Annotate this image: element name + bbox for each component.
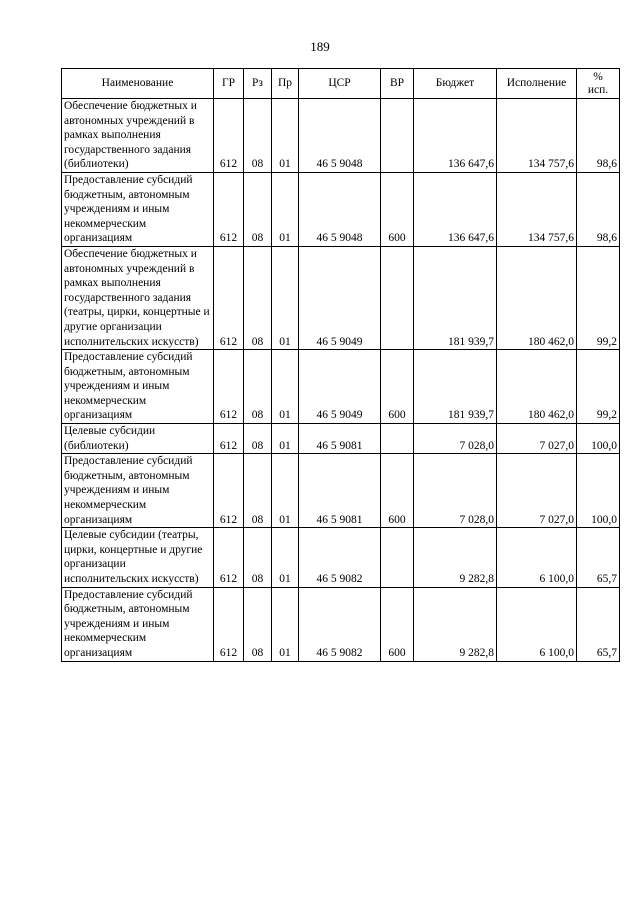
header-pr: Пр: [272, 69, 299, 99]
row-pr: 01: [272, 99, 299, 173]
row-pr: 01: [272, 424, 299, 454]
row-execution: 134 757,6: [497, 172, 577, 246]
row-csr: 46 5 9081: [299, 454, 381, 528]
row-percent: 98,6: [577, 172, 620, 246]
row-execution: 6 100,0: [497, 528, 577, 587]
row-gr: 612: [214, 424, 244, 454]
row-vr: [381, 424, 414, 454]
row-name: Целевые субсидии (библиотеки): [62, 424, 214, 454]
row-execution: 134 757,6: [497, 99, 577, 173]
header-budget: Бюджет: [414, 69, 497, 99]
row-pr: 01: [272, 454, 299, 528]
row-rz: 08: [244, 246, 272, 349]
row-csr: 46 5 9082: [299, 528, 381, 587]
row-budget: 9 282,8: [414, 587, 497, 661]
table-row: [62, 587, 620, 661]
row-execution: 180 462,0: [497, 350, 577, 424]
row-gr: 612: [214, 528, 244, 587]
row-name: Предоставление субсидий бюджетным, автономным учреждениям и иным некоммерческим организациям: [62, 350, 214, 424]
row-execution: 7 027,0: [497, 454, 577, 528]
row-vr: [381, 528, 414, 587]
row-rz: 08: [244, 99, 272, 173]
header-name: Наименование: [62, 69, 214, 99]
row-rz: 08: [244, 350, 272, 424]
header-execution: Исполнение: [497, 69, 577, 99]
row-percent: 100,0: [577, 454, 620, 528]
row-vr: 600: [381, 587, 414, 661]
row-rz: 08: [244, 587, 272, 661]
row-vr: [381, 246, 414, 349]
row-percent: 65,7: [577, 528, 620, 587]
row-execution: 7 027,0: [497, 424, 577, 454]
header-csr: ЦСР: [299, 69, 381, 99]
row-gr: 612: [214, 454, 244, 528]
row-vr: 600: [381, 454, 414, 528]
row-budget: 136 647,6: [414, 99, 497, 173]
row-budget: 181 939,7: [414, 246, 497, 349]
row-budget: 181 939,7: [414, 350, 497, 424]
row-name: Предоставление субсидий бюджетным, автономным учреждениям и иным некоммерческим организациям: [62, 587, 214, 661]
row-budget: 7 028,0: [414, 454, 497, 528]
row-name: Обеспечение бюджетных и автономных учреждений в рамках выполнения государственного задания (театры, цирки, концертные и другие организации исполнительских искусств): [62, 246, 214, 349]
row-csr: 46 5 9048: [299, 99, 381, 173]
header-percent: [577, 69, 620, 99]
header-gr: ГР: [214, 69, 244, 99]
row-name: Предоставление субсидий бюджетным, автономным учреждениям и иным некоммерческим организациям: [62, 454, 214, 528]
row-vr: 600: [381, 350, 414, 424]
row-rz: 08: [244, 528, 272, 587]
row-pr: 01: [272, 528, 299, 587]
row-rz: 08: [244, 454, 272, 528]
row-execution: 6 100,0: [497, 587, 577, 661]
table-row: [62, 246, 620, 349]
table-row: [62, 350, 620, 424]
table-row: [62, 99, 620, 173]
row-percent: 99,2: [577, 350, 620, 424]
row-pr: 01: [272, 587, 299, 661]
row-percent: 100,0: [577, 424, 620, 454]
row-pr: 01: [272, 350, 299, 424]
row-vr: [381, 99, 414, 173]
row-csr: 46 5 9049: [299, 246, 381, 349]
header-percent-line1: %: [593, 70, 603, 83]
budget-execution-table: [61, 68, 620, 662]
header-vr: ВР: [381, 69, 414, 99]
row-pr: 01: [272, 246, 299, 349]
row-csr: 46 5 9082: [299, 587, 381, 661]
row-gr: 612: [214, 246, 244, 349]
row-budget: 9 282,8: [414, 528, 497, 587]
row-name: Обеспечение бюджетных и автономных учреждений в рамках выполнения государственного задания (библиотеки): [62, 99, 214, 173]
row-csr: 46 5 9049: [299, 350, 381, 424]
row-rz: 08: [244, 424, 272, 454]
row-percent: 99,2: [577, 246, 620, 349]
row-pr: 01: [272, 172, 299, 246]
row-gr: 612: [214, 172, 244, 246]
table-row: [62, 454, 620, 528]
table-row: [62, 172, 620, 246]
row-name: Предоставление субсидий бюджетным, автономным учреждениям и иным некоммерческим организациям: [62, 172, 214, 246]
row-gr: 612: [214, 587, 244, 661]
row-gr: 612: [214, 350, 244, 424]
row-gr: 612: [214, 99, 244, 173]
table-row: [62, 528, 620, 587]
row-csr: 46 5 9048: [299, 172, 381, 246]
row-vr: 600: [381, 172, 414, 246]
row-csr: 46 5 9081: [299, 424, 381, 454]
row-rz: 08: [244, 172, 272, 246]
header-rz: Рз: [244, 69, 272, 99]
table-row: [62, 424, 620, 454]
page-number: 189: [310, 39, 330, 54]
row-percent: 65,7: [577, 587, 620, 661]
row-percent: 98,6: [577, 99, 620, 173]
table-header-row: [62, 69, 620, 99]
row-name: Целевые субсидии (театры, цирки, концертные и другие организации исполнительских искусств): [62, 528, 214, 587]
row-budget: 7 028,0: [414, 424, 497, 454]
row-budget: 136 647,6: [414, 172, 497, 246]
row-execution: 180 462,0: [497, 246, 577, 349]
header-percent-line2: исп.: [587, 83, 609, 96]
